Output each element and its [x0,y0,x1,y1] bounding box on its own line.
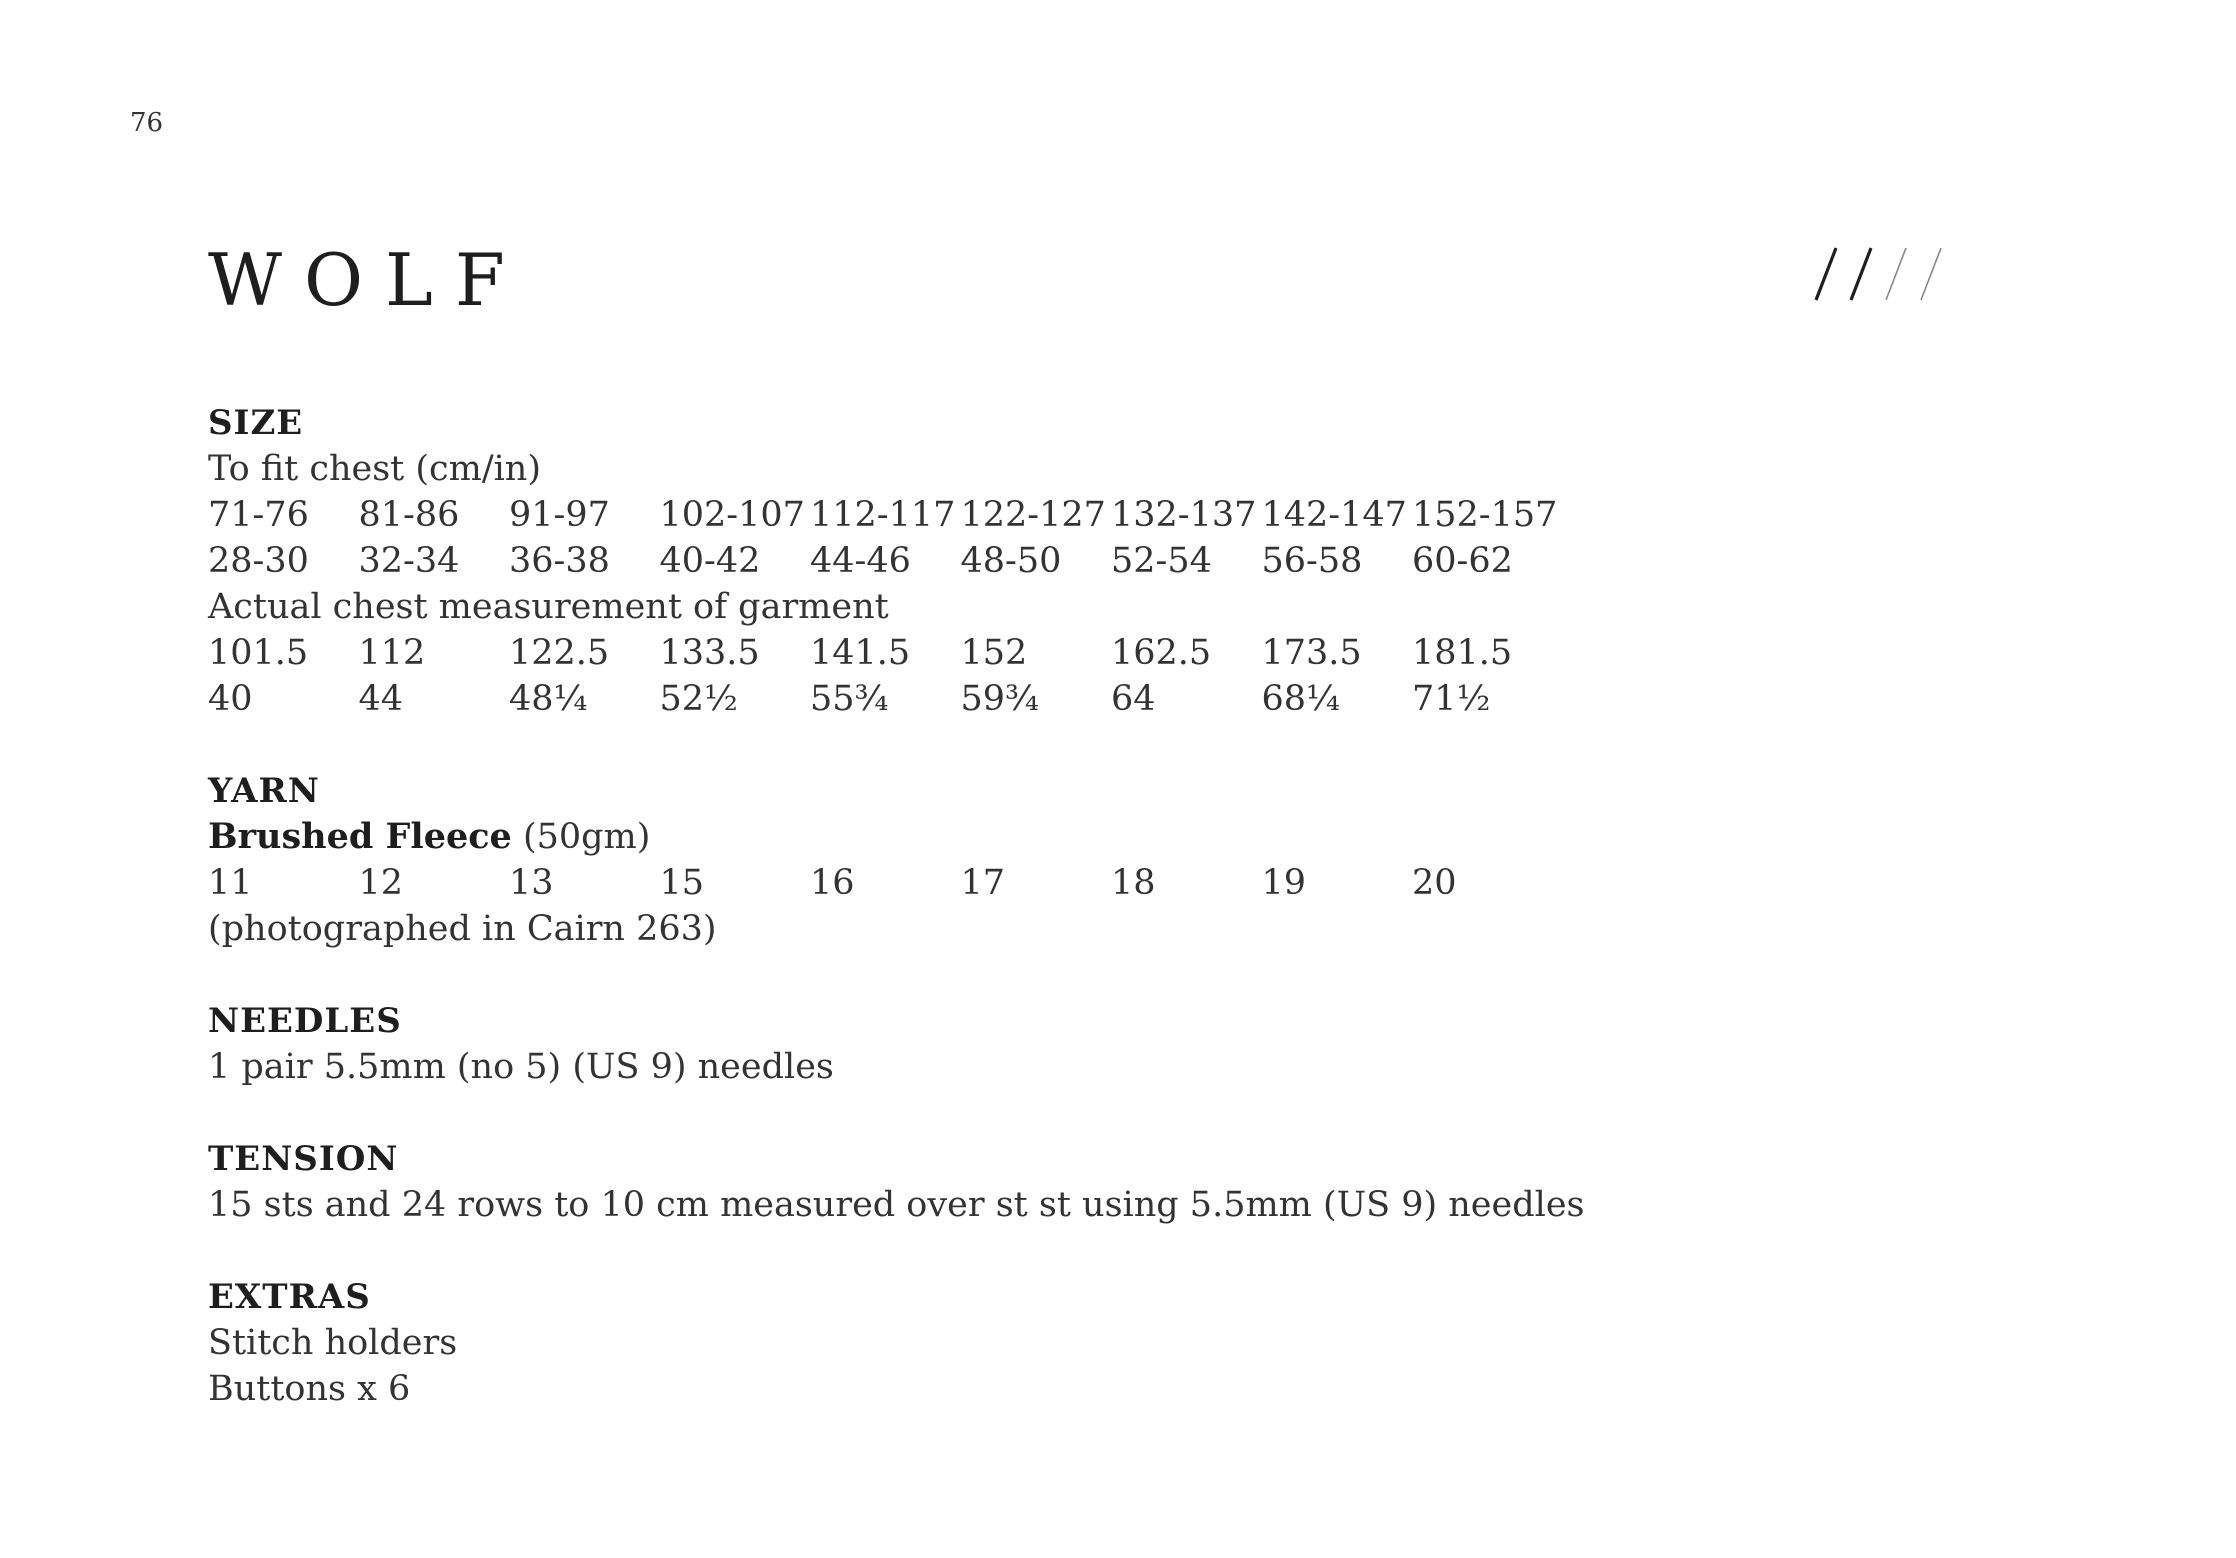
size-cm-cell: 132-137 [1111,495,1257,535]
actual-in-cell: 55¾ [810,679,889,719]
size-in-cell: 40-42 [659,541,761,581]
tension-section [208,1136,2008,1228]
extras-item: Buttons x 6 [208,1369,411,1409]
size-cm-cell: 152-157 [1412,495,1558,535]
yarn-quantity-cell: 19 [1261,863,1307,903]
size-in-cell: 48-50 [960,541,1062,581]
size-in-cell: 32-34 [358,541,460,581]
size-in-cell: 44-46 [810,541,911,581]
size-heading: SIZE [208,403,304,443]
actual-in-cell: 64 [1111,679,1156,719]
difficulty-slash-3 [1886,248,1906,300]
actual-in-cell: 71½ [1412,679,1491,719]
actual-in-cell: 68¼ [1261,679,1340,719]
to-fit-label: To fit chest (cm/in) [208,449,541,489]
actual-cm-cell: 181.5 [1412,633,1513,673]
needles-text: 1 pair 5.5mm (no 5) (US 9) needles [208,1047,834,1087]
size-in-cell: 36-38 [509,541,610,581]
actual-cm-cell: 152 [960,633,1028,673]
yarn-weight: (50gm) [511,817,651,857]
size-in-cell: 28-30 [208,541,309,581]
needles-section [208,998,2008,1090]
yarn-quantity-cell: 13 [509,863,554,903]
actual-cm-cell: 173.5 [1261,633,1362,673]
actual-in-cell: 44 [358,679,404,719]
extras-item: Stitch holders [208,1323,458,1363]
actual-cm-cell: 141.5 [810,633,911,673]
yarn-quantity-cell: 17 [960,863,1006,903]
actual-cm-row [208,630,2008,676]
tension-heading: TENSION [208,1139,399,1179]
size-cm-cell: 91-97 [509,495,610,535]
actual-in-cell: 59¾ [960,679,1039,719]
actual-chest-label: Actual chest measurement of garment [208,587,889,627]
yarn-quantity-cell: 15 [659,863,705,903]
extras-section [208,1274,2008,1412]
size-cm-cell: 71-76 [208,495,309,535]
actual-cm-cell: 122.5 [509,633,610,673]
actual-cm-cell: 112 [358,633,426,673]
size-cm-cell: 81-86 [358,495,460,535]
page-title: WOLF [208,238,527,322]
size-in-cell: 52-54 [1111,541,1212,581]
pattern-details [208,400,2008,1458]
difficulty-slash-4 [1921,248,1941,300]
actual-cm-cell: 101.5 [208,633,309,673]
difficulty-slash-2 [1851,248,1871,300]
yarn-quantity-cell: 20 [1412,863,1457,903]
size-cm-cell: 102-107 [659,495,805,535]
actual-cm-cell: 133.5 [659,633,760,673]
size-cm-cell: 122-127 [960,495,1106,535]
yarn-note: (photographed in Cairn 263) [208,909,717,949]
yarn-quantity-row [208,860,2008,906]
yarn-name: Brushed Fleece [208,816,512,857]
page-number: 76 [130,108,164,138]
actual-in-row [208,676,2008,722]
difficulty-slash-1 [1816,248,1836,300]
difficulty-rating-icon [1808,244,1958,304]
yarn-name-line [208,814,2008,860]
needles-heading: NEEDLES [208,1001,402,1041]
yarn-quantity-cell: 16 [810,863,855,903]
actual-in-cell: 52½ [659,679,738,719]
size-in-row [208,538,2008,584]
size-cm-cell: 142-147 [1261,495,1407,535]
tension-text: 15 sts and 24 rows to 10 cm measured over st st using 5.5mm (US 9) needles [208,1185,1585,1225]
size-in-cell: 60-62 [1412,541,1513,581]
size-section [208,400,2008,722]
yarn-quantity-cell: 18 [1111,863,1156,903]
yarn-quantity-cell: 11 [208,863,253,903]
size-in-cell: 56-58 [1261,541,1363,581]
size-cm-cell: 112-117 [810,495,956,535]
actual-in-cell: 40 [208,679,253,719]
yarn-heading: YARN [208,771,320,811]
extras-heading: EXTRAS [208,1277,371,1317]
actual-in-cell: 48¼ [509,679,588,719]
yarn-section [208,768,2008,952]
actual-cm-cell: 162.5 [1111,633,1212,673]
yarn-quantity-cell: 12 [358,863,404,903]
size-cm-row [208,492,2008,538]
